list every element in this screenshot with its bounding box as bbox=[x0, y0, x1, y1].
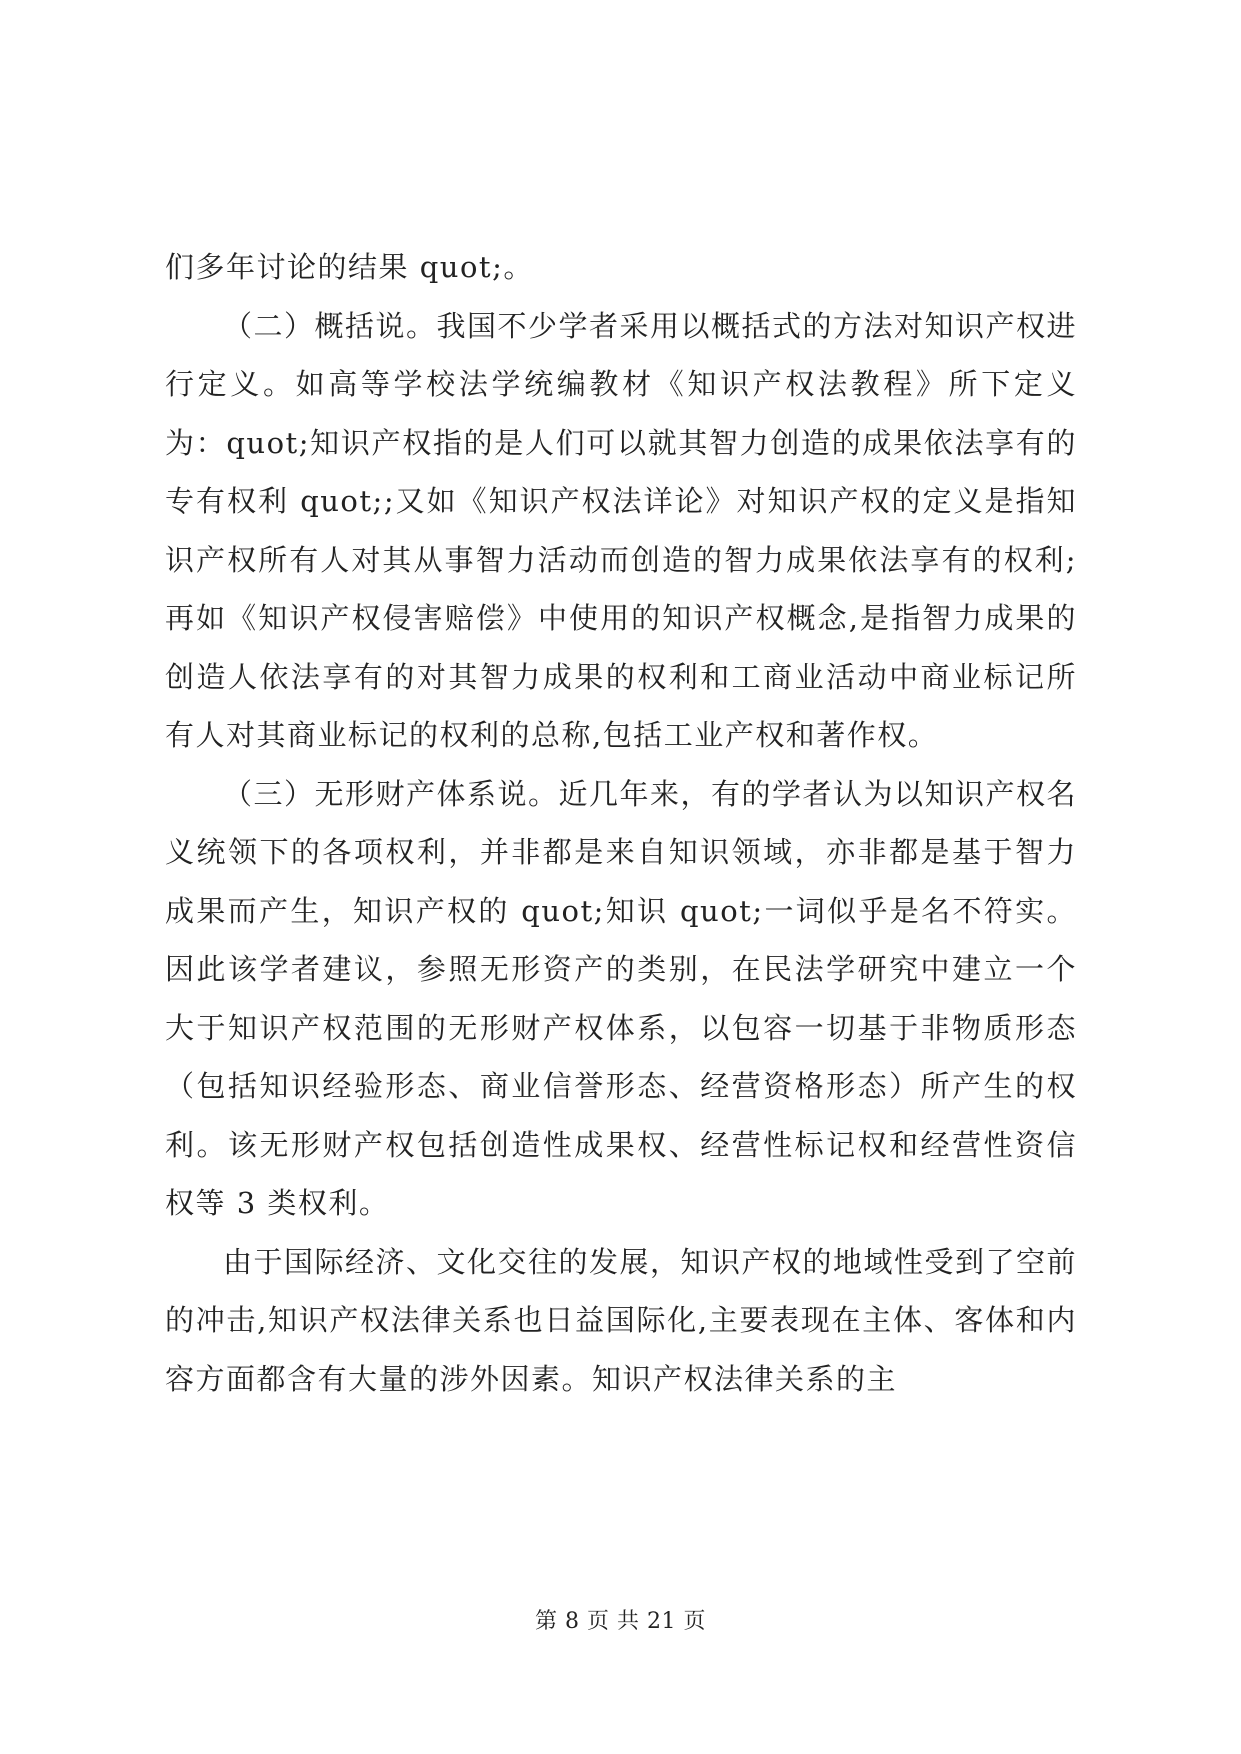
paragraph-intangible-property-theory: （三）无形财产体系说。近几年来，有的学者认为以知识产权名义统领下的各项权利，并非都是来自知识领域，亦非都是基于智力成果而产生，知识产权的 quot;知识 quot;一词似乎是名不符实。因此该学者建议，参照无形资产的类别，在民法学研究中建立一个大于知识产权范围的无形财产权体系，以包容一切基于非物质形态（包括知识经验形态、商业信誉形态、经营资格形态）所产生的权利。该无形财产权包括创造性成果权、经营性标记权和经营性资信权等 3 类权利。 bbox=[165, 776, 1078, 1220]
document-body bbox=[165, 238, 1077, 1408]
page-number-footer: 第 8 页 共 21 页 bbox=[535, 1609, 706, 1634]
paragraph-continuation: 们多年讨论的结果 quot;。 bbox=[165, 250, 534, 284]
paragraph-internationalization: 由于国际经济、文化交往的发展，知识产权的地域性受到了空前的冲击,知识产权法律关系也日益国际化,主要表现在主体、客体和内容方面都含有大量的涉外因素。知识产权法律关系的主 bbox=[165, 1244, 1078, 1396]
paragraph-generalization-theory: （二）概括说。我国不少学者采用以概括式的方法对知识产权进行定义。如高等学校法学统编教材《知识产权法教程》所下定义为：quot;知识产权指的是人们可以就其智力创造的成果依法享有的专有权利 quot;;又如《知识产权法详论》对知识产权的定义是指知识产权所有人对其从事智力活动而创造的智力成果依法享有的权利;再如《知识产权侵害赔偿》中使用的知识产权概念,是指智力成果的创造人依法享有的对其智力成果的权利和工商业活动中商业标记所有人对其商业标记的权利的总称,包括工业产权和著作权。 bbox=[165, 308, 1078, 752]
